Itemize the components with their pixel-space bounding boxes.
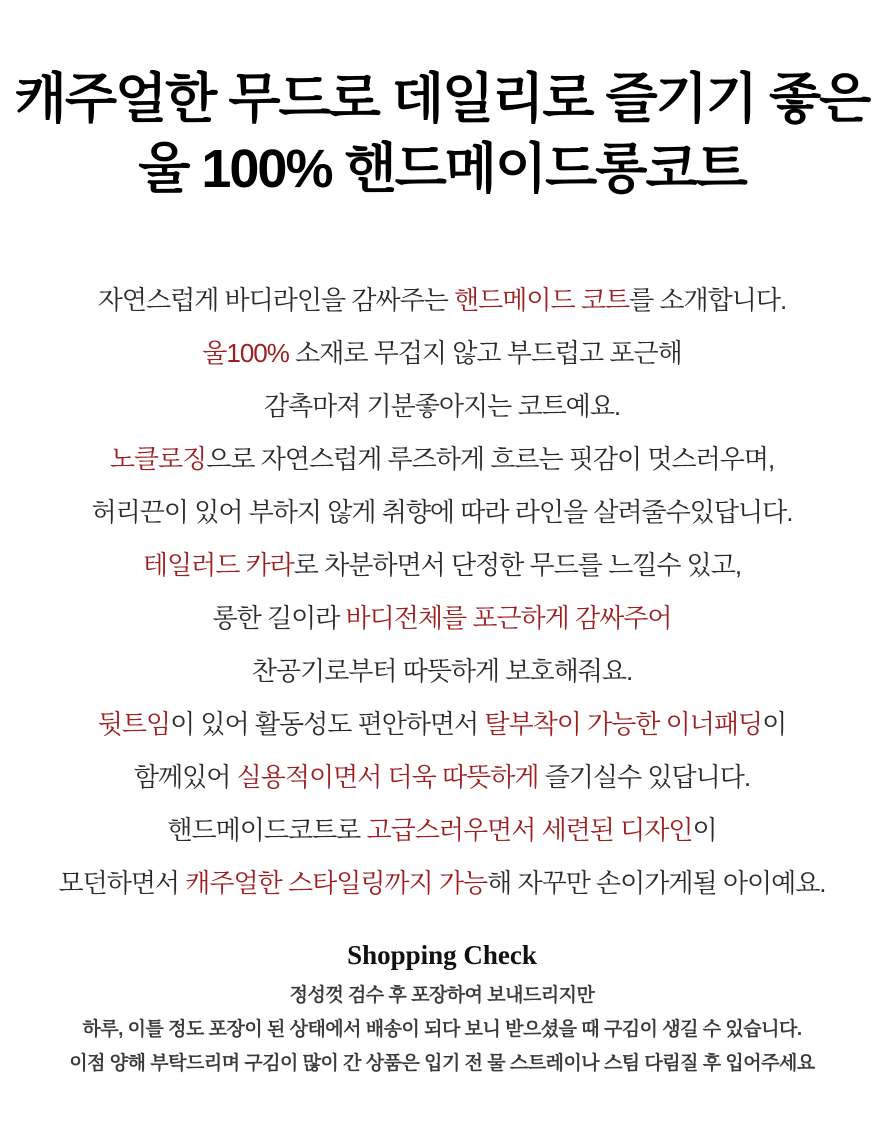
body-line: [14, 433, 870, 486]
body-line: [14, 486, 870, 539]
body-line: [14, 539, 870, 592]
plain-text: 로 차분하면서 단정한 무드를 느낄수 있고,: [293, 550, 742, 580]
shopping-check-note: 정성껏 검수 후 포장하여 보내드리지만: [289, 985, 595, 1006]
plain-text: 찬공기로부터 따뜻하게 보호해줘요.: [251, 656, 633, 686]
body-line: [14, 804, 870, 857]
accent-text: 실용적이면서 더욱 따뜻하게: [236, 762, 539, 792]
shopping-check-section: [14, 937, 870, 1081]
page-title: [14, 64, 870, 204]
plain-text: 모던하면서: [58, 868, 186, 898]
plain-text: 자연스럽게 바디라인을 감싸주는: [97, 285, 455, 315]
page-title-line2: 울 100% 핸드메이드롱코트: [138, 139, 746, 199]
body-line: [14, 645, 870, 698]
body-line: [14, 698, 870, 751]
plain-text: 핸드메이드코트로: [167, 815, 367, 845]
accent-text: 테일러드 카라: [142, 550, 294, 580]
accent-text: 울100%: [202, 338, 289, 368]
plain-text: 허리끈이 있어 부하지 않게 취향에 따라 라인을 살려줄수있답니다.: [91, 497, 793, 527]
body-line: [14, 327, 870, 380]
accent-text: 뒷트임: [97, 709, 171, 739]
plain-text: 함께있어: [133, 762, 237, 792]
accent-text: 캐주얼한 스타일링까지 가능: [185, 868, 488, 898]
accent-text: 바디전체를 포근하게 감싸주어: [345, 603, 672, 633]
body-line: [14, 380, 870, 433]
product-description-body: [14, 274, 870, 910]
shopping-check-note: 이점 양해 부탁드리며 구김이 많이 간 상품은 입기 전 물 스트레이나 스팀 다림질 후 입어주세요: [69, 1053, 815, 1074]
plain-text: 소재로 무겁지 않고 부드럽고 포근해: [288, 338, 682, 368]
plain-text: 롱한 길이라: [212, 603, 346, 633]
accent-text: 고급스러우면서 세련된 디자인: [366, 815, 693, 845]
accent-text: 노클로징: [109, 444, 207, 474]
body-line: [14, 592, 870, 645]
plain-text: 이: [692, 815, 717, 845]
accent-text: 핸드메이드 코트: [454, 285, 630, 315]
plain-text: 를 소개합니다.: [629, 285, 787, 315]
body-line: [14, 857, 870, 910]
shopping-check-title: Shopping Check: [347, 940, 537, 970]
body-line: [14, 751, 870, 804]
plain-text: 이: [762, 709, 787, 739]
shopping-check-note: 하루, 이틀 정도 포장이 된 상태에서 배송이 되다 보니 받으셨을 때 구김이 생길 수 있습니다.: [82, 1019, 802, 1040]
plain-text: 감촉마져 기분좋아지는 코트예요.: [263, 391, 621, 421]
page-title-line1: 캐주얼한 무드로 데일리로 즐기기 좋은: [14, 69, 870, 129]
plain-text: 으로 자연스럽게 루즈하게 흐르는 핏감이 멋스러우며,: [206, 444, 775, 474]
plain-text: 즐기실수 있답니다.: [538, 762, 751, 792]
plain-text: 이 있어 활동성도 편안하면서: [170, 709, 485, 739]
body-line: [14, 274, 870, 327]
plain-text: 해 자꾸만 손이가게될 아이예요.: [487, 868, 826, 898]
shopping-check-notes: [14, 979, 870, 1081]
accent-text: 탈부착이 가능한 이너패딩: [484, 709, 763, 739]
